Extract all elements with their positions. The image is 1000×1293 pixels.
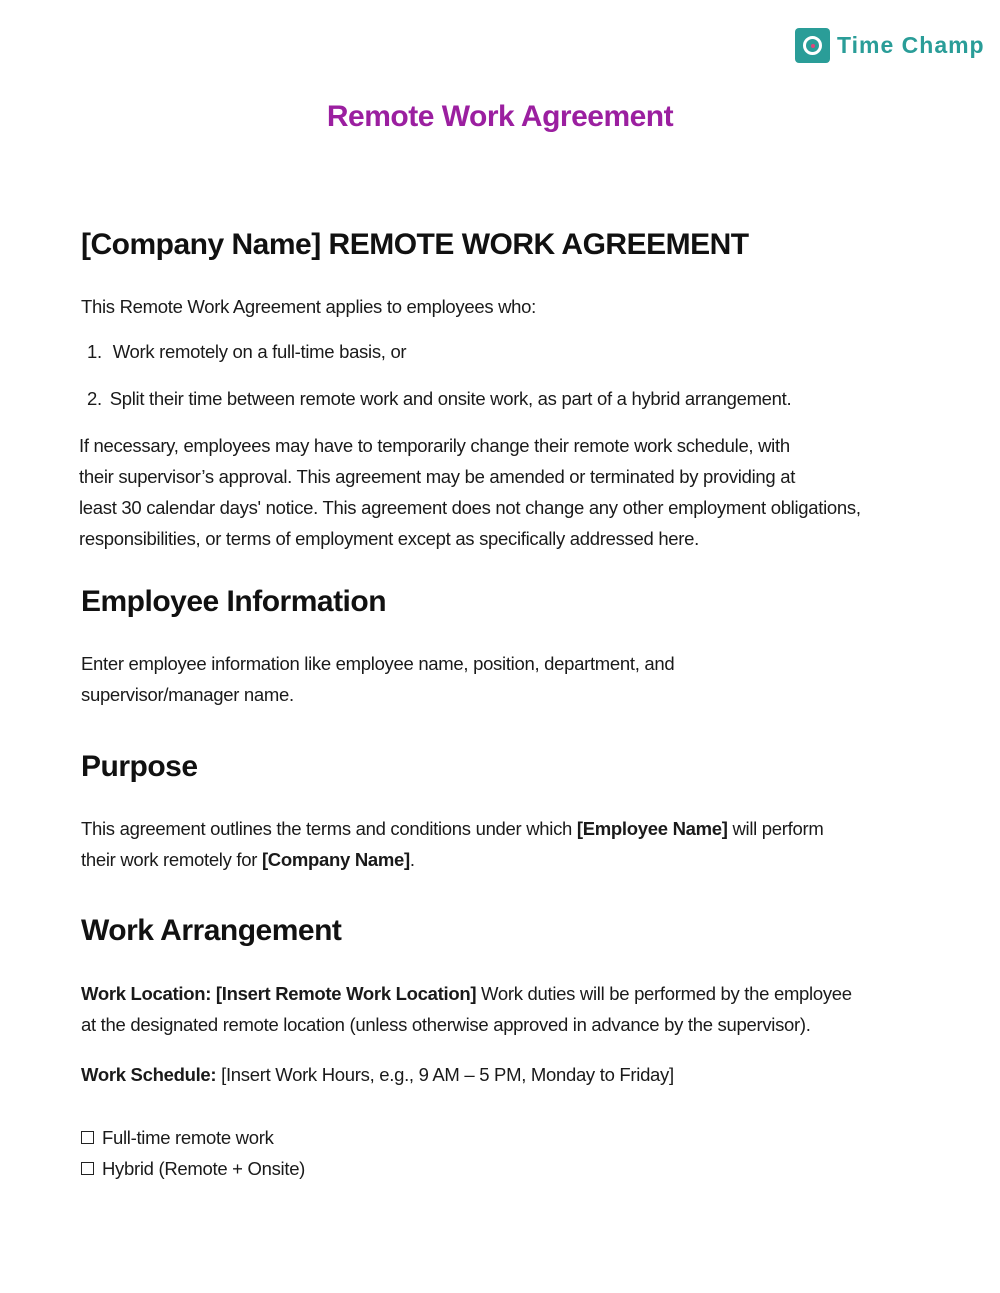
paragraph-line: their work remotely for [Company Name].: [81, 849, 415, 870]
employee-name-placeholder: [Employee Name]: [576, 818, 728, 839]
list-number: 1.: [87, 341, 102, 362]
purpose-heading: Purpose: [81, 750, 198, 783]
work-schedule-label: Work Schedule:: [81, 1064, 217, 1085]
employee-info-heading: Employee Information: [81, 585, 387, 618]
paragraph-line: at the designated remote location (unless otherwise approved in advance by the supervisor).: [81, 1014, 811, 1035]
list-item: [87, 341, 406, 363]
notice-paragraph: [79, 430, 861, 554]
notice-line: responsibilities, or terms of employment except as specifically addressed here.: [79, 528, 699, 549]
notice-line: their supervisor’s approval. This agreement may be amended or terminated by providing at: [79, 466, 796, 487]
work-arrangement-heading: Work Arrangement: [81, 914, 342, 947]
work-location-paragraph: [81, 978, 852, 1040]
purpose-paragraph: [81, 813, 823, 875]
work-location-label: Work Location: [Insert Remote Work Location]: [81, 983, 477, 1004]
paragraph-line: Enter employee information like employee name, position, department, and: [81, 653, 675, 674]
paragraph-line: This agreement outlines the terms and conditions under which [Employee Name] will perform: [81, 818, 824, 839]
intro-text: This Remote Work Agreement applies to employees who:: [81, 296, 537, 317]
option-label: Full-time remote work: [102, 1126, 274, 1148]
option-hybrid[interactable]: [81, 1153, 305, 1184]
list-number: 2.: [87, 388, 102, 409]
checkbox-icon[interactable]: [81, 1131, 94, 1144]
clock-icon: [795, 28, 830, 63]
option-full-time-remote[interactable]: [81, 1122, 305, 1153]
paragraph-line: Work Location: [Insert Remote Work Location] Work duties will be performed by the employee: [81, 983, 852, 1004]
brand-name: Time Champ: [837, 32, 985, 58]
agreement-heading: [Company Name] REMOTE WORK AGREEMENT: [81, 228, 749, 261]
option-label: Hybrid (Remote + Onsite): [102, 1157, 306, 1179]
list-text: Split their time between remote work and onsite work, as part of a hybrid arrangement.: [109, 388, 792, 409]
notice-line: If necessary, employees may have to temporarily change their remote work schedule, with: [79, 435, 790, 456]
list-item: [87, 388, 791, 410]
notice-line: least 30 calendar days' notice. This agreement does not change any other employment obligations,: [79, 497, 861, 518]
arrangement-options: [81, 1122, 305, 1184]
checkbox-icon[interactable]: [81, 1162, 94, 1175]
company-name-placeholder: [Company Name]: [261, 849, 410, 870]
list-text: Work remotely on a full-time basis, or: [112, 341, 407, 362]
document-title: Remote Work Agreement: [326, 100, 674, 133]
work-schedule-paragraph: [81, 1059, 674, 1090]
brand-logo: [795, 28, 985, 63]
paragraph-line: Work Schedule: [Insert Work Hours, e.g., 9 AM – 5 PM, Monday to Friday]: [81, 1064, 674, 1085]
employee-info-paragraph: [81, 648, 674, 710]
paragraph-line: supervisor/manager name.: [81, 684, 294, 705]
